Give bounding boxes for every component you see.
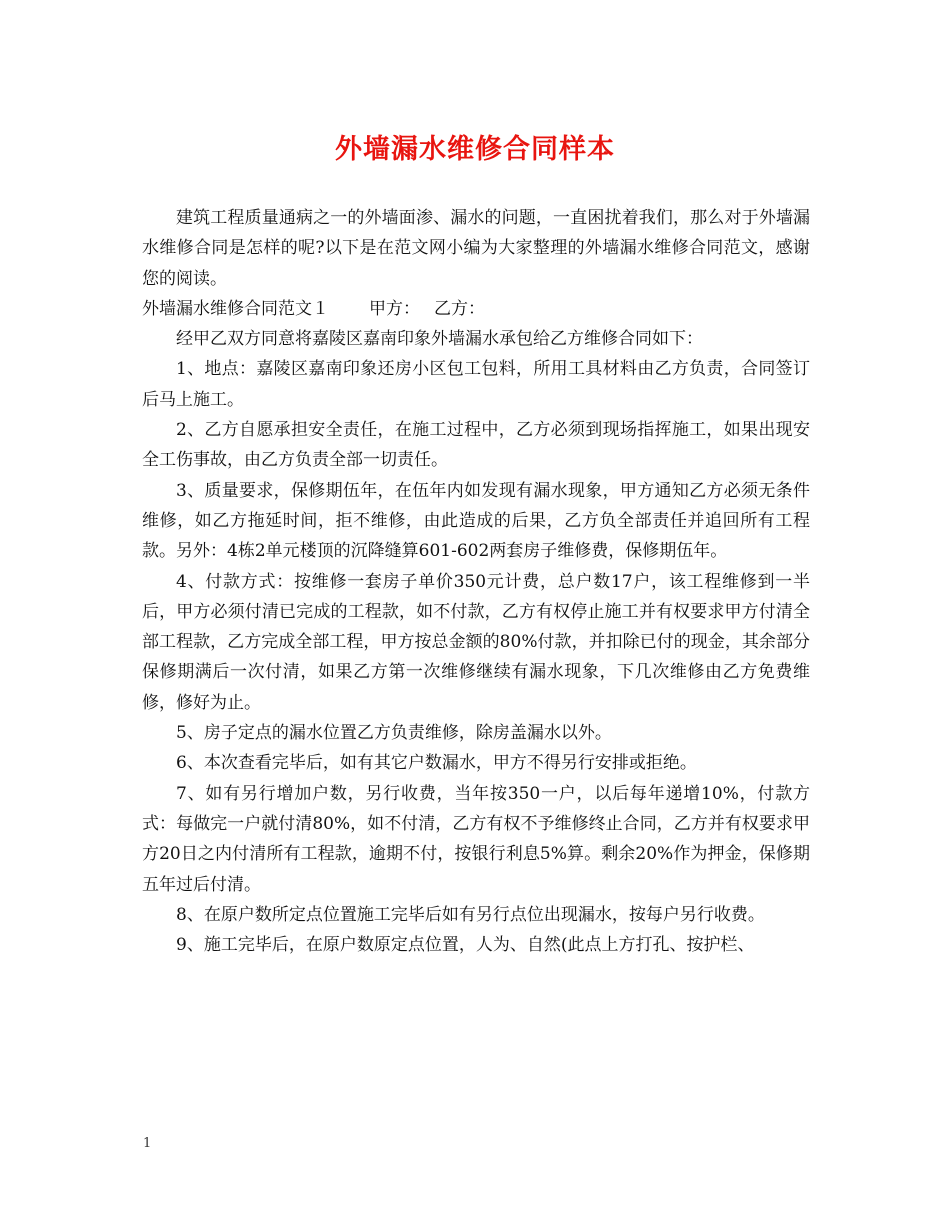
sample-heading: 外墙漏水维修合同范文１: [142, 298, 329, 319]
party-b-label: 乙方：: [434, 298, 485, 319]
clause-9: 9、施工完毕后，在原户数原定点位置，人为、自然(此点上方打孔、按护栏、: [176, 935, 755, 956]
clause-3: 3、质量要求，保修期伍年，在伍年内如发现有漏水现象，甲方通知乙方必须无条件维修，如乙方拖延时间，拒不维修，由此造成的后果，乙方负全部责任并追回所有工程款。另外：4栋2单元楼顶的沉降缝算601-602两套房子维修费，保修期伍年。: [142, 480, 810, 562]
party-a-label: 甲方：: [369, 298, 420, 319]
intro-paragraph: 建筑工程质量通病之一的外墙面渗、漏水的问题，一直困扰着我们，那么对于外墙漏水维修合同是怎样的呢?以下是在范文网小编为大家整理的外墙漏水维修合同范文，感谢您的阅读。: [142, 208, 810, 289]
clause-4: 4、付款方式：按维修一套房子单价350元计费，总户数17户，该工程维修到一半后，甲方必须付清已完成的工程款，如不付款，乙方有权停止施工并有权要求甲方付清全部工程款，乙方完成全部工程，甲方按总金额的80%付款，并扣除已付的现金，其余部分保修期满后一次付清，如果乙方第一次维修继续有漏水现象，下几次维修由乙方免费维修，修好为止。: [142, 571, 810, 713]
clause-1: 1、地点：嘉陵区嘉南印象还房小区包工包料，所用工具材料由乙方负责，合同签订后马上施工。: [142, 359, 810, 410]
page-number: 1: [143, 1136, 152, 1151]
clause-2: 2、乙方自愿承担安全责任，在施工过程中，乙方必须到现场指挥施工，如果出现安全工伤事故，由乙方负责全部一切责任。: [142, 420, 810, 471]
clause-5: 5、房子定点的漏水位置乙方负责维修，除房盖漏水以外。: [176, 723, 612, 744]
clause-6: 6、本次查看完毕后，如有其它户数漏水，甲方不得另行安排或拒绝。: [176, 753, 697, 774]
clause-8: 8、在原户数所定点位置施工完毕后如有另行点位出现漏水，按每户另行收费。: [176, 904, 765, 925]
document-body: [142, 203, 810, 960]
agreement-paragraph: 经甲乙双方同意将嘉陵区嘉南印象外墙漏水承包给乙方维修合同如下：: [176, 329, 703, 350]
sample-heading-line: [142, 294, 810, 324]
clause-7: 7、如有另行增加户数，另行收费，当年按350一户，以后每年递增10%，付款方式：每做完一户就付清80%，如不付清，乙方有权不予维修终止合同，乙方并有权要求甲方20日之内付清所有工程款，逾期不付，按银行利息5%算。剩余20%作为押金，保修期五年过后付清。: [142, 783, 810, 895]
page-title: 外墙漏水维修合同样本: [335, 134, 615, 165]
